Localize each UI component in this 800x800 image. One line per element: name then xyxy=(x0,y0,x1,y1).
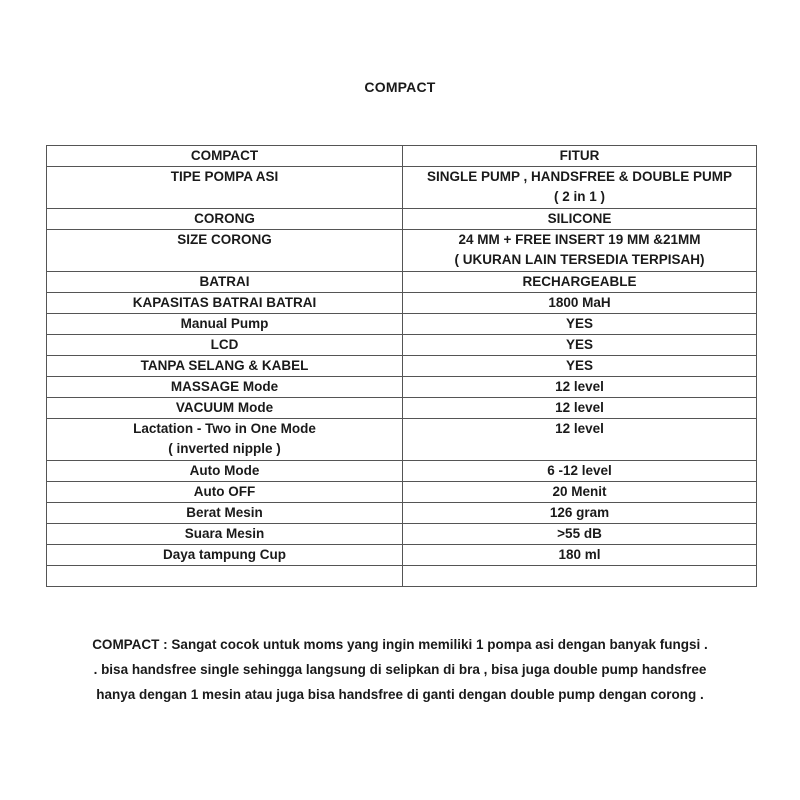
row-label: Auto Mode xyxy=(47,461,403,482)
table-row xyxy=(47,167,757,209)
table-row xyxy=(47,377,757,398)
row-value: 12 level xyxy=(403,377,757,398)
row-value: 12 level xyxy=(403,419,757,461)
empty-cell xyxy=(47,566,403,587)
table-header-row xyxy=(47,146,757,167)
row-label: KAPASITAS BATRAI BATRAI xyxy=(47,293,403,314)
row-label: Daya tampung Cup xyxy=(47,545,403,566)
row-value: RECHARGEABLE xyxy=(403,272,757,293)
table-row xyxy=(47,503,757,524)
table-row xyxy=(47,209,757,230)
table-row-empty xyxy=(47,566,757,587)
table-row xyxy=(47,356,757,377)
row-label: MASSAGE Mode xyxy=(47,377,403,398)
description xyxy=(40,632,760,707)
row-label: LCD xyxy=(47,335,403,356)
row-value: YES xyxy=(403,335,757,356)
row-label: SIZE CORONG xyxy=(47,230,403,272)
row-label: VACUUM Mode xyxy=(47,398,403,419)
table-row xyxy=(47,524,757,545)
row-label: Auto OFF xyxy=(47,482,403,503)
description-line: hanya dengan 1 mesin atau juga bisa handsfree di ganti dengan double pump dengan corong . xyxy=(96,687,704,702)
row-value: 20 Menit xyxy=(403,482,757,503)
row-value: >55 dB xyxy=(403,524,757,545)
header-cell-right: FITUR xyxy=(403,146,757,167)
table-row xyxy=(47,293,757,314)
table-row xyxy=(47,272,757,293)
row-label: BATRAI xyxy=(47,272,403,293)
table-row xyxy=(47,398,757,419)
row-label: CORONG xyxy=(47,209,403,230)
row-value: YES xyxy=(403,314,757,335)
table-row xyxy=(47,419,757,461)
row-value: 12 level xyxy=(403,398,757,419)
table-row xyxy=(47,230,757,272)
table-row xyxy=(47,461,757,482)
row-label: Suara Mesin xyxy=(47,524,403,545)
spec-table xyxy=(46,145,757,587)
description-line: COMPACT : Sangat cocok untuk moms yang ingin memiliki 1 pompa asi dengan banyak fungsi . xyxy=(92,637,708,652)
row-label: Lactation - Two in One Mode ( inverted nipple ) xyxy=(47,419,403,461)
row-label: Berat Mesin xyxy=(47,503,403,524)
header-cell-left: COMPACT xyxy=(47,146,403,167)
table-row xyxy=(47,314,757,335)
row-value: 126 gram xyxy=(403,503,757,524)
table-row xyxy=(47,335,757,356)
row-label: TIPE POMPA ASI xyxy=(47,167,403,209)
row-value: 6 -12 level xyxy=(403,461,757,482)
empty-cell xyxy=(403,566,757,587)
row-label: TANPA SELANG & KABEL xyxy=(47,356,403,377)
row-value: SINGLE PUMP , HANDSFREE & DOUBLE PUMP ( 2 in 1 ) xyxy=(403,167,757,209)
description-line: . bisa handsfree single sehingga langsung di selipkan di bra , bisa juga double pump handsfree xyxy=(93,662,707,677)
table-row xyxy=(47,482,757,503)
table-row xyxy=(47,545,757,566)
row-value: 24 MM + FREE INSERT 19 MM &21MM ( UKURAN LAIN TERSEDIA TERPISAH) xyxy=(403,230,757,272)
row-value: YES xyxy=(403,356,757,377)
row-label: Manual Pump xyxy=(47,314,403,335)
row-value: 1800 MaH xyxy=(403,293,757,314)
page-title: COMPACT xyxy=(364,79,436,95)
row-value: SILICONE xyxy=(403,209,757,230)
row-value: 180 ml xyxy=(403,545,757,566)
